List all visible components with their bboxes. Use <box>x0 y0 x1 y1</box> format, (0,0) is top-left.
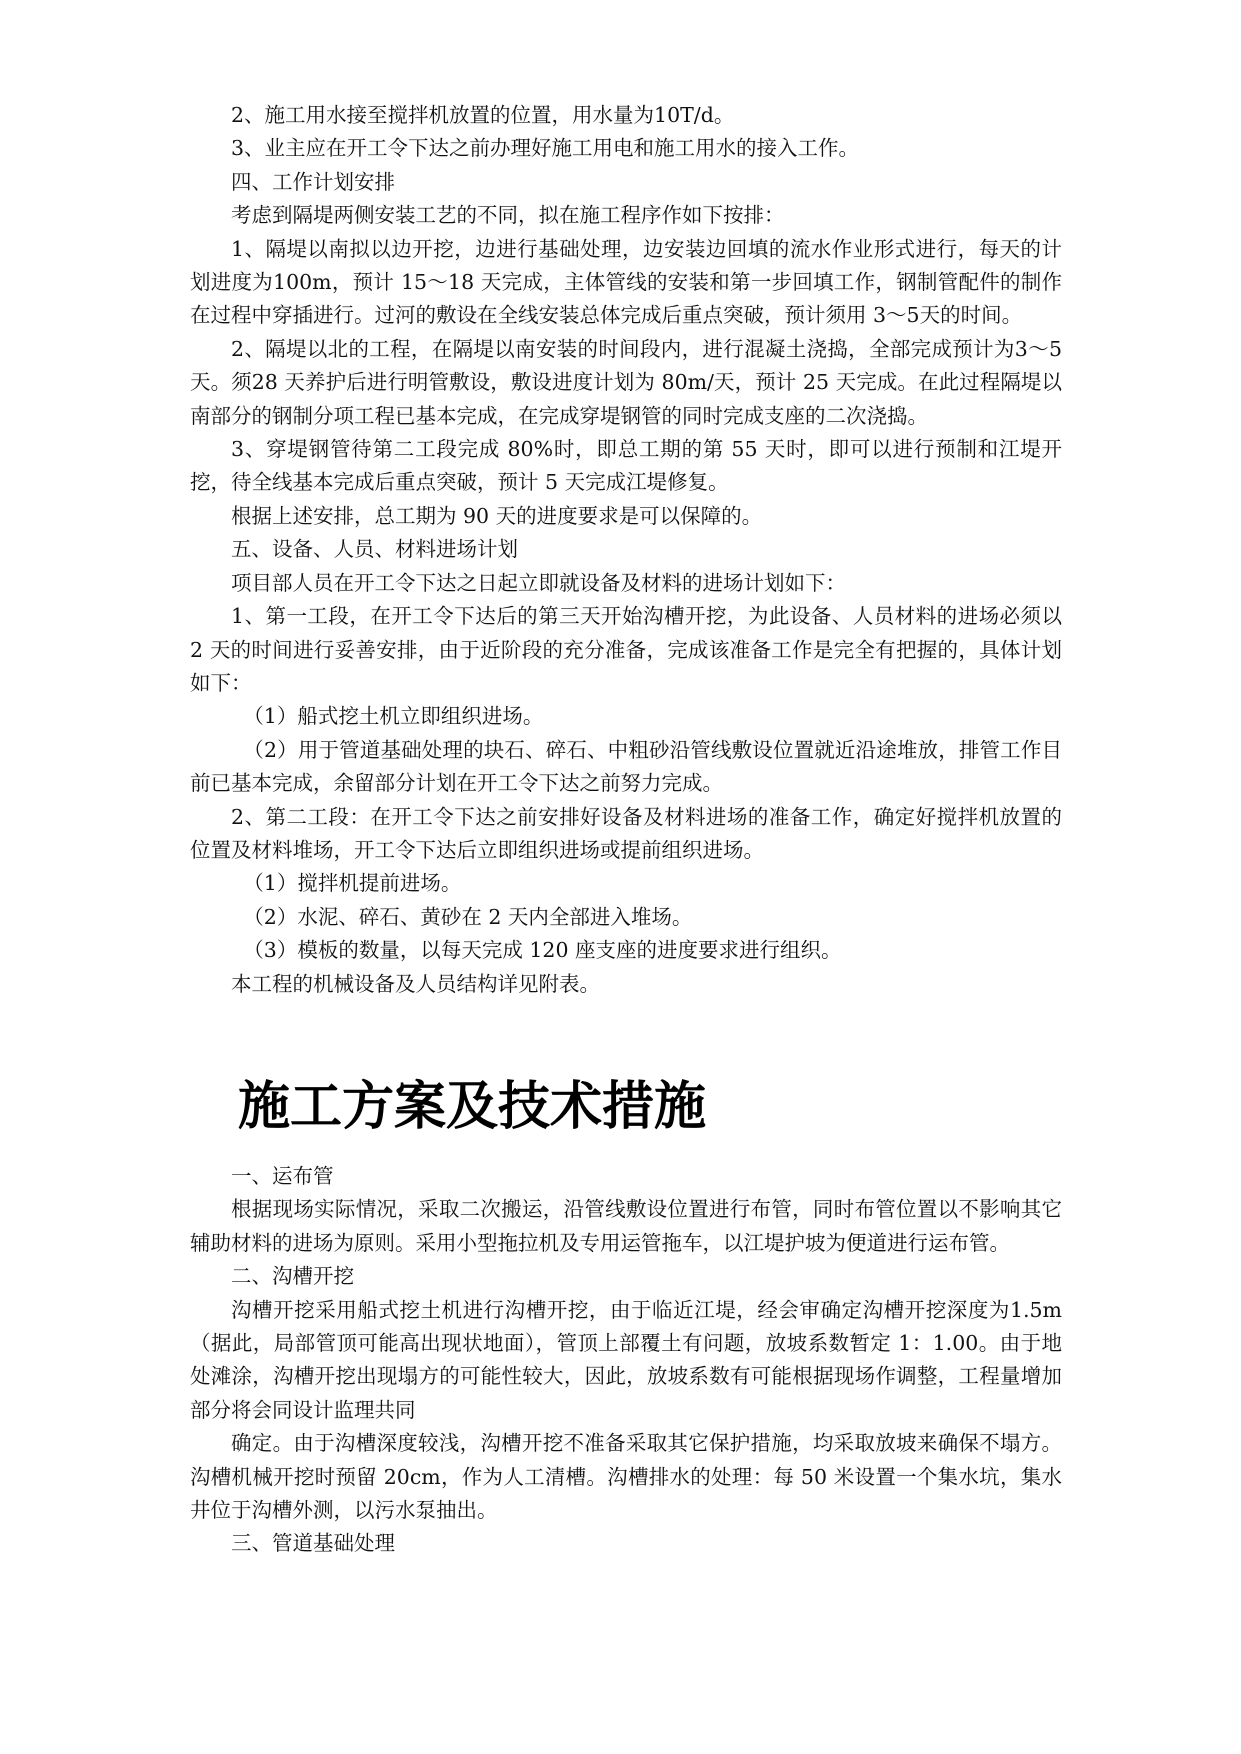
section-heading-mobilization: 五、设备、人员、材料进场计划 <box>231 537 518 562</box>
paragraph-dike-pipe: 3、穿堤钢管待第二工段完成 80%时，即总工期的第 55 天时，即可以进行预制和江堤开挖，待全线基本完成后重点突破，预计 5 天完成江堤修复。 <box>190 437 1062 495</box>
paragraph-utility-connection: 3、业主应在开工令下达之前办理好施工用电和施工用水的接入工作。 <box>231 136 860 161</box>
document-body-bottom <box>190 1160 1062 1561</box>
paragraph-mobilization-intro: 项目部人员在开工令下达之日起立即就设备及材料的进场计划如下： <box>231 570 846 595</box>
list-item: （1）搅拌机提前进场。 <box>243 871 462 896</box>
paragraph-trench-excavation: 沟槽开挖采用船式挖土机进行沟槽开挖，由于临近江堤，经会审确定沟槽开挖深度为1.5m（据此，局部管顶可能高出现状地面），管顶上部覆土有问题，放坡系数暂定 1：1.00。由于地处滩涂，沟槽开挖出现塌方的可能性较大，因此，放坡系数有可能根据现场作调整，工程量增加部分将会同设计监理共同 <box>190 1297 1062 1422</box>
list-item: （1）船式挖土机立即组织进场。 <box>243 704 544 729</box>
list-item: （2）水泥、碎石、黄砂在 2 天内全部进入堆场。 <box>243 904 693 929</box>
paragraph-closing: 本工程的机械设备及人员结构详见附表。 <box>231 971 600 996</box>
section-heading-pipe-foundation: 三、管道基础处理 <box>231 1531 395 1556</box>
paragraph-trench-continued: 确定。由于沟槽深度较浅，沟槽开挖不准备采取其它保护措施，均采取放坡来确保不塌方。沟槽机械开挖时预留 20cm，作为人工清槽。沟槽排水的处理：每 50 米设置一个集水坑，集水井位于沟槽外测，以污水泵抽出。 <box>190 1431 1062 1523</box>
paragraph-north-dike: 2、隔堤以北的工程，在隔堤以南安装的时间段内，进行混凝土浇捣，全部完成预计为3～5 天。须28 天养护后进行明管敷设，敷设进度计划为 80m/天，预计 25 天完成。在此过程隔堤以南部分的钢制分项工程已基本完成，在完成穿堤钢管的同时完成支座的二次浇捣。 <box>190 336 1062 428</box>
paragraph-section-one: 1、第一工段，在开工令下达后的第三天开始沟槽开挖，为此设备、人员材料的进场必须以 2 天的时间进行妥善安排，由于近阶段的充分准备，完成该准备工作是完全有把握的，具体计划如下： <box>190 604 1062 695</box>
paragraph-total-schedule: 根据上述安排，总工期为 90 天的进度要求是可以保障的。 <box>231 503 763 528</box>
list-item: （3）模板的数量，以每天完成 120 座支座的进度要求进行组织。 <box>243 938 842 963</box>
document-body-top <box>190 99 1062 1001</box>
paragraph-pipe-distribution: 根据现场实际情况，采取二次搬运，沿管线敷设位置进行布管，同时布管位置以不影响其它辅助材料的进场为原则。采用小型拖拉机及专用运管拖车，以江堤护坡为便道进行运布管。 <box>190 1197 1062 1255</box>
list-item: （2）用于管道基础处理的块石、碎石、中粗砂沿管线敷设位置就近沿途堆放，排管工作目前已基本完成，余留部分计划在开工令下达之前努力完成。 <box>190 737 1062 796</box>
section-heading-pipe-distribution: 一、运布管 <box>231 1164 334 1188</box>
section-heading-trench-excavation: 二、沟槽开挖 <box>231 1264 354 1289</box>
paragraph-section-two: 2、第二工段：在开工令下达之前安排好设备及材料进场的准备工作，确定好搅拌机放置的位置及材料堆场，开工令下达后立即组织进场或提前组织进场。 <box>190 804 1062 862</box>
section-heading-work-plan: 四、工作计划安排 <box>231 169 395 194</box>
paragraph-water-supply: 2、施工用水接至搅拌机放置的位置，用水量为10T/d。 <box>231 103 735 127</box>
paragraph-work-plan-intro: 考虑到隔堤两侧安装工艺的不同，拟在施工程序作如下按排： <box>231 203 785 228</box>
paragraph-south-dike: 1、隔堤以南拟以边开挖，边进行基础处理，边安装边回填的流水作业形式进行，每天的计划进度为100m，预计 15～18 天完成，主体管线的安装和第一步回填工作，钢制管配件的制作在过程中穿插进行。过河的敷设在全线安装总体完成后重点突破，预计须用 3～5天的时间。 <box>190 236 1062 328</box>
chapter-title: 施工方案及技术措施 <box>238 1077 707 1137</box>
